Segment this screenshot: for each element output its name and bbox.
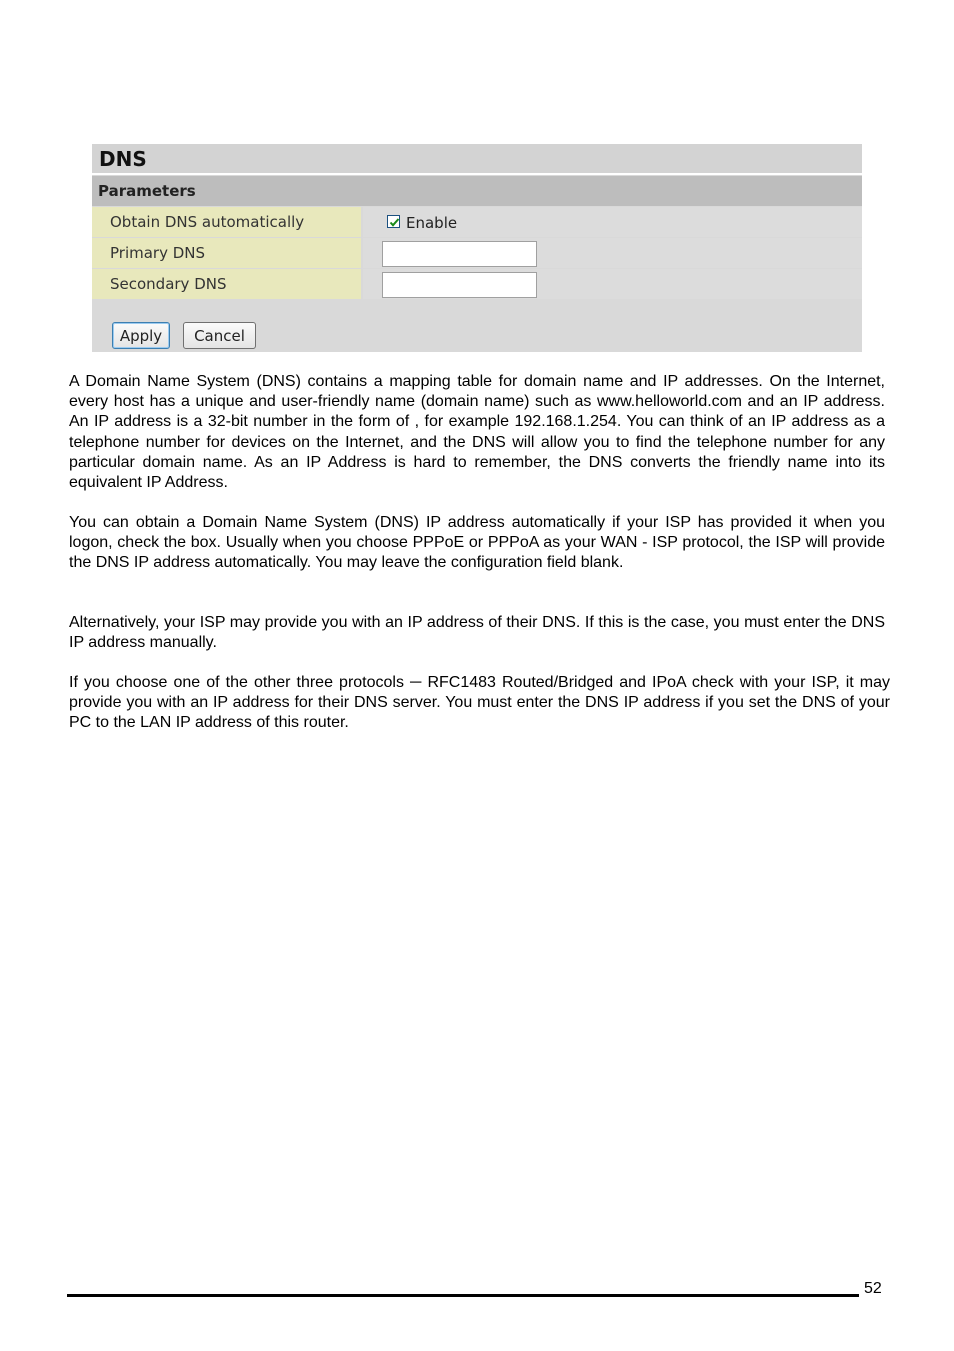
paragraph-dns-intro: A Domain Name System (DNS) contains a mapping table for domain name and IP addresses. On the Internet, every host has a unique and user-friendly name (domain name) such as www.helloworld.com and an IP address. An IP address is a 32-bit number in the form of , for example 192.168.1.254. You can think of an IP address as a telephone number for devices on the Internet, and the DNS will allow you to find the telephone number for any particular domain name. As an IP Address is hard to remember, the DNS converts the friendly name into its equivalent IP Address. <box>69 373 885 492</box>
cancel-button[interactable]: Cancel <box>183 322 256 349</box>
paragraph-obtain-auto: You can obtain a Domain Name System (DNS) IP address automatically if your ISP has provided it when you logon, check the box. Usually when you choose PPPoE or PPPoA as your WAN - ISP protocol, the ISP will provide the DNS IP address automatically. You may leave the configuration field blank. <box>69 514 885 572</box>
panel-title-text: DNS <box>99 147 147 171</box>
obtain-dns-label-cell <box>92 207 361 237</box>
primary-dns-input[interactable] <box>382 241 537 267</box>
paragraph-manual-dns: Alternatively, your ISP may provide you with an IP address of their DNS. If this is the case, you must enter the DNS IP address manually. <box>69 614 885 652</box>
checkmark-icon <box>388 216 401 229</box>
obtain-dns-row <box>92 207 862 237</box>
page-number: 52 <box>864 1280 882 1297</box>
dns-panel <box>92 144 862 352</box>
paragraph-other-protocols: If you choose one of the other three protocols ─ RFC1483 Routed/Bridged and IPoA check with your ISP, it may provide you with an IP address for their DNS server. You must enter the DNS IP address if you set the DNS of your PC to the LAN IP address of this router. <box>69 674 890 732</box>
secondary-dns-input[interactable] <box>382 272 537 298</box>
enable-checkbox[interactable] <box>387 215 400 228</box>
footer-divider <box>67 1294 859 1297</box>
secondary-dns-label: Secondary DNS <box>110 275 227 293</box>
primary-dns-row <box>92 238 862 268</box>
primary-dns-label: Primary DNS <box>110 244 206 262</box>
panel-title <box>92 144 862 175</box>
primary-dns-value-cell <box>363 238 862 268</box>
primary-dns-label-cell <box>92 238 361 268</box>
obtain-dns-label: Obtain DNS automatically <box>110 213 305 231</box>
secondary-dns-value-cell <box>363 269 862 299</box>
parameters-header <box>92 176 862 206</box>
secondary-dns-label-cell <box>92 269 361 299</box>
apply-button[interactable]: Apply <box>112 322 170 349</box>
enable-checkbox-label[interactable]: Enable <box>406 214 458 232</box>
obtain-dns-value-cell <box>363 207 862 237</box>
secondary-dns-row <box>92 269 862 299</box>
parameters-header-text: Parameters <box>98 182 196 200</box>
